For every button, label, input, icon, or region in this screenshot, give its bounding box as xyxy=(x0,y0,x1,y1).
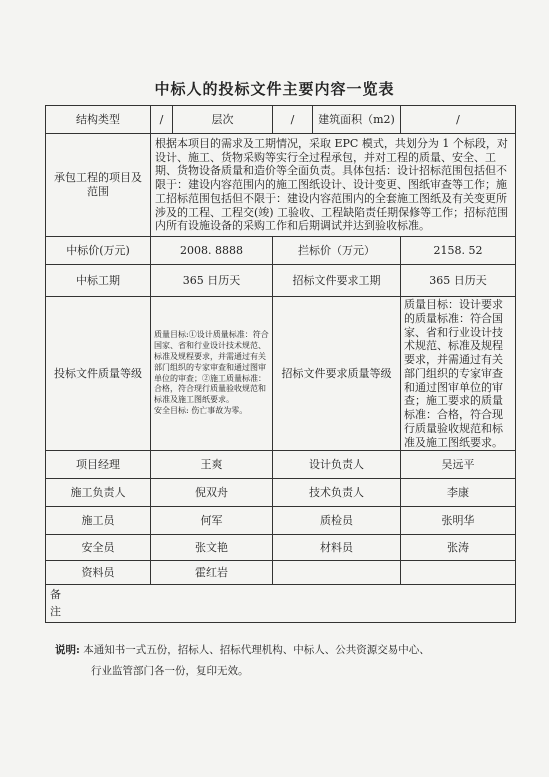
scope-text: 根据本项目的需求及工期情况，采取 EPC 模式，共划分为 1 个标段，对设计、施工、货物采购等实行全过程承包，并对工程的质量、安全、工期、货物设备质量和造价等全面负责。具体包括：设计招标范围包括但不限于：建设内容范围内的施工图纸设计、设计变更、图纸审查等工作；施工招标范围包括但不限于：建设内容范围内的全套施工图纸及有关变更所涉及的工程、工程交(竣) 工验收、工程缺陷责任期保修等工作；招标范围内所有设施设备的采购工作和后期调试并达到验收标准。 xyxy=(151,134,516,237)
bid-price-label: 中标价(万元) xyxy=(46,237,151,265)
required-period-label: 招标文件要求工期 xyxy=(273,265,401,297)
price-limit-value: 2158. 52 xyxy=(401,237,516,265)
personnel-row xyxy=(46,561,516,585)
page-title: 中标人的投标文件主要内容一览表 xyxy=(154,80,395,98)
bid-period-label: 中标工期 xyxy=(46,265,151,297)
quality-label: 投标文件质量等级 xyxy=(46,297,151,451)
role-label: 设计负责人 xyxy=(273,451,401,479)
person-name: 张涛 xyxy=(401,535,516,561)
role-label: 技术负责人 xyxy=(273,479,401,507)
bid-summary-table xyxy=(45,105,516,623)
person-name: 王爽 xyxy=(151,451,273,479)
structure-row xyxy=(46,106,516,134)
structure-type-label: 结构类型 xyxy=(46,106,151,134)
person-name: 李康 xyxy=(401,479,516,507)
role-label: 施工负责人 xyxy=(46,479,151,507)
safety-target-text: 安全目标: 伤亡事故为零。 xyxy=(154,406,248,416)
role-label: 材料员 xyxy=(273,535,401,561)
bid-price-value: 2008. 8888 xyxy=(151,237,273,265)
structure-type-value: / xyxy=(151,106,173,134)
personnel-row xyxy=(46,451,516,479)
price-row xyxy=(46,237,516,265)
person-name: 何军 xyxy=(151,507,273,535)
quality-row xyxy=(46,297,516,451)
note-line-1: 本通知书一式五份，招标人、招标代理机构、中标人、公共资源交易中心、 xyxy=(83,644,430,656)
note-label: 说明: xyxy=(55,644,80,656)
role-label: 质检员 xyxy=(273,507,401,535)
bid-period-value: 365 日历天 xyxy=(151,265,273,297)
role-label: 项目经理 xyxy=(46,451,151,479)
person-name: 张明华 xyxy=(401,507,516,535)
person-name xyxy=(401,561,516,585)
person-name: 倪双舟 xyxy=(151,479,273,507)
role-label: 资料员 xyxy=(46,561,151,585)
required-quality-label: 招标文件要求质量等级 xyxy=(273,297,401,451)
price-limit-label: 拦标价（万元） xyxy=(273,237,401,265)
remarks-row xyxy=(46,585,516,623)
role-label: 施工员 xyxy=(46,507,151,535)
person-name: 吴远平 xyxy=(401,451,516,479)
remarks-cell xyxy=(46,585,516,623)
personnel-row xyxy=(46,507,516,535)
floors-value: / xyxy=(273,106,313,134)
remarks-label: 备注 xyxy=(50,588,61,618)
scope-row xyxy=(46,134,516,237)
person-name: 霍红岩 xyxy=(151,561,273,585)
required-period-value: 365 日历天 xyxy=(401,265,516,297)
personnel-row xyxy=(46,479,516,507)
scope-label: 承包工程的项目及范围 xyxy=(46,134,151,237)
bid-quality-text: 质量目标:①设计质量标准：符合国家、省和行业设计技术规范、标准及规程要求，并需通过有关部门组织的专家审查和通过图审单位的审查；②施工质量标准：合格，符合现行质量验收规范和标准及施工图纸要求。 xyxy=(154,330,269,405)
bid-quality-cell xyxy=(151,297,273,451)
role-label: 安全员 xyxy=(46,535,151,561)
note-line-2: 行业监管部门各一份，复印无效。 xyxy=(91,665,249,677)
person-name: 张文艳 xyxy=(151,535,273,561)
building-area-label: 建筑面积（m2) xyxy=(313,106,401,134)
role-label xyxy=(273,561,401,585)
period-row xyxy=(46,265,516,297)
note xyxy=(55,640,525,682)
floors-label: 层次 xyxy=(173,106,273,134)
required-quality-text: 质量目标：设计要求的质量标准：符合国家、省和行业设计技术规范、标准及规程要求，并需通过有关部门组织的专家审查和通过图审单位的审查；施工要求的质量标准：合格，符合现行质量验收规范和标准及施工图纸要求。 xyxy=(401,297,516,451)
personnel-row xyxy=(46,535,516,561)
building-area-value: / xyxy=(401,106,516,134)
